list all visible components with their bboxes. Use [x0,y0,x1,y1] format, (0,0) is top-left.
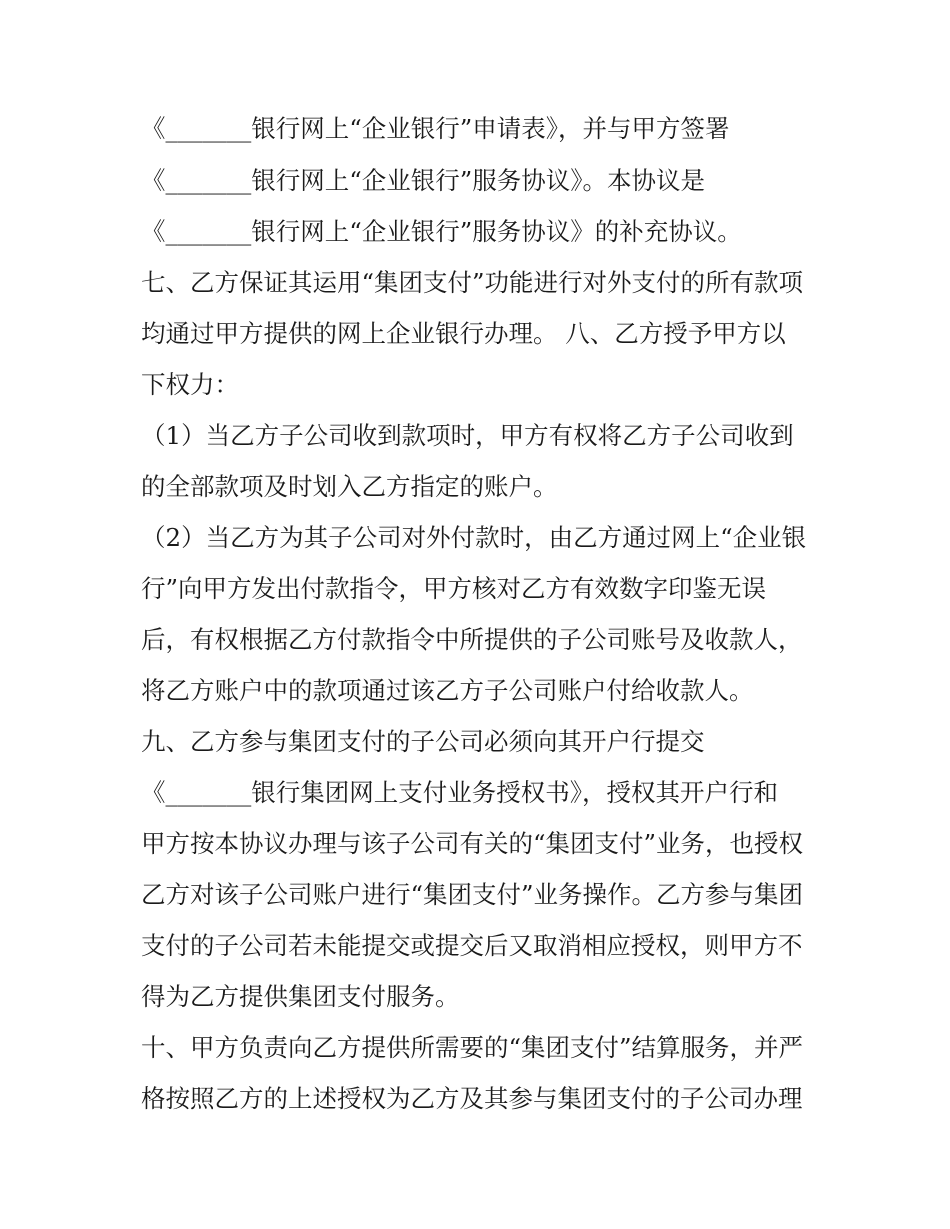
text-line: 甲方按本协议办理与该子公司有关的“集团支付”业务，也授权 [141,829,804,858]
text-line: 十、甲方负责向乙方提供所需要的“集团支付”结算服务，并严 [141,1033,804,1062]
text-line: （1）当乙方子公司收到款项时，甲方有权将乙方子公司收到 [141,421,794,450]
text-line: （2）当乙方为其子公司对外付款时，由乙方通过网上“企业银 [141,523,807,552]
text-line: 将乙方账户中的款项通过该乙方子公司账户付给收款人。 [141,676,754,705]
text-line: 均通过甲方提供的网上企业银行办理。 八、乙方授予甲方以 [141,319,786,348]
text-line: 《_______银行集团网上支付业务授权书》，授权其开户行和 [141,778,778,807]
text-line: 得为乙方提供集团支付服务。 [141,982,460,1011]
text-line: 《_______银行网上“企业银行”服务协议》。本协议是 [141,166,706,195]
text-line: 格按照乙方的上述授权为乙方及其参与集团支付的子公司办理 [141,1084,803,1113]
text-line: 乙方对该子公司账户进行“集团支付”业务操作。乙方参与集团 [141,880,804,909]
text-line: 九、乙方参与集团支付的子公司必须向其开户行提交 [141,727,705,756]
text-line: 后，有权根据乙方付款指令中所提供的子公司账号及收款人， [141,625,803,654]
text-line: 《_______银行网上“企业银行”申请表》，并与甲方签署 [141,114,730,143]
text-line: 下权力： [141,370,239,399]
text-line: 支付的子公司若未能提交或提交后又取消相应授权，则甲方不 [141,931,803,960]
text-line: 行”向甲方发出付款指令，甲方核对乙方有效数字印鉴无误 [141,574,767,603]
text-line: 的全部款项及时划入乙方指定的账户。 [141,472,558,501]
text-line: 七、乙方保证其运用“集团支付”功能进行对外支付的所有款项 [141,268,804,297]
text-line: 《_______银行网上“企业银行”服务协议》的补充协议。 [141,217,742,246]
